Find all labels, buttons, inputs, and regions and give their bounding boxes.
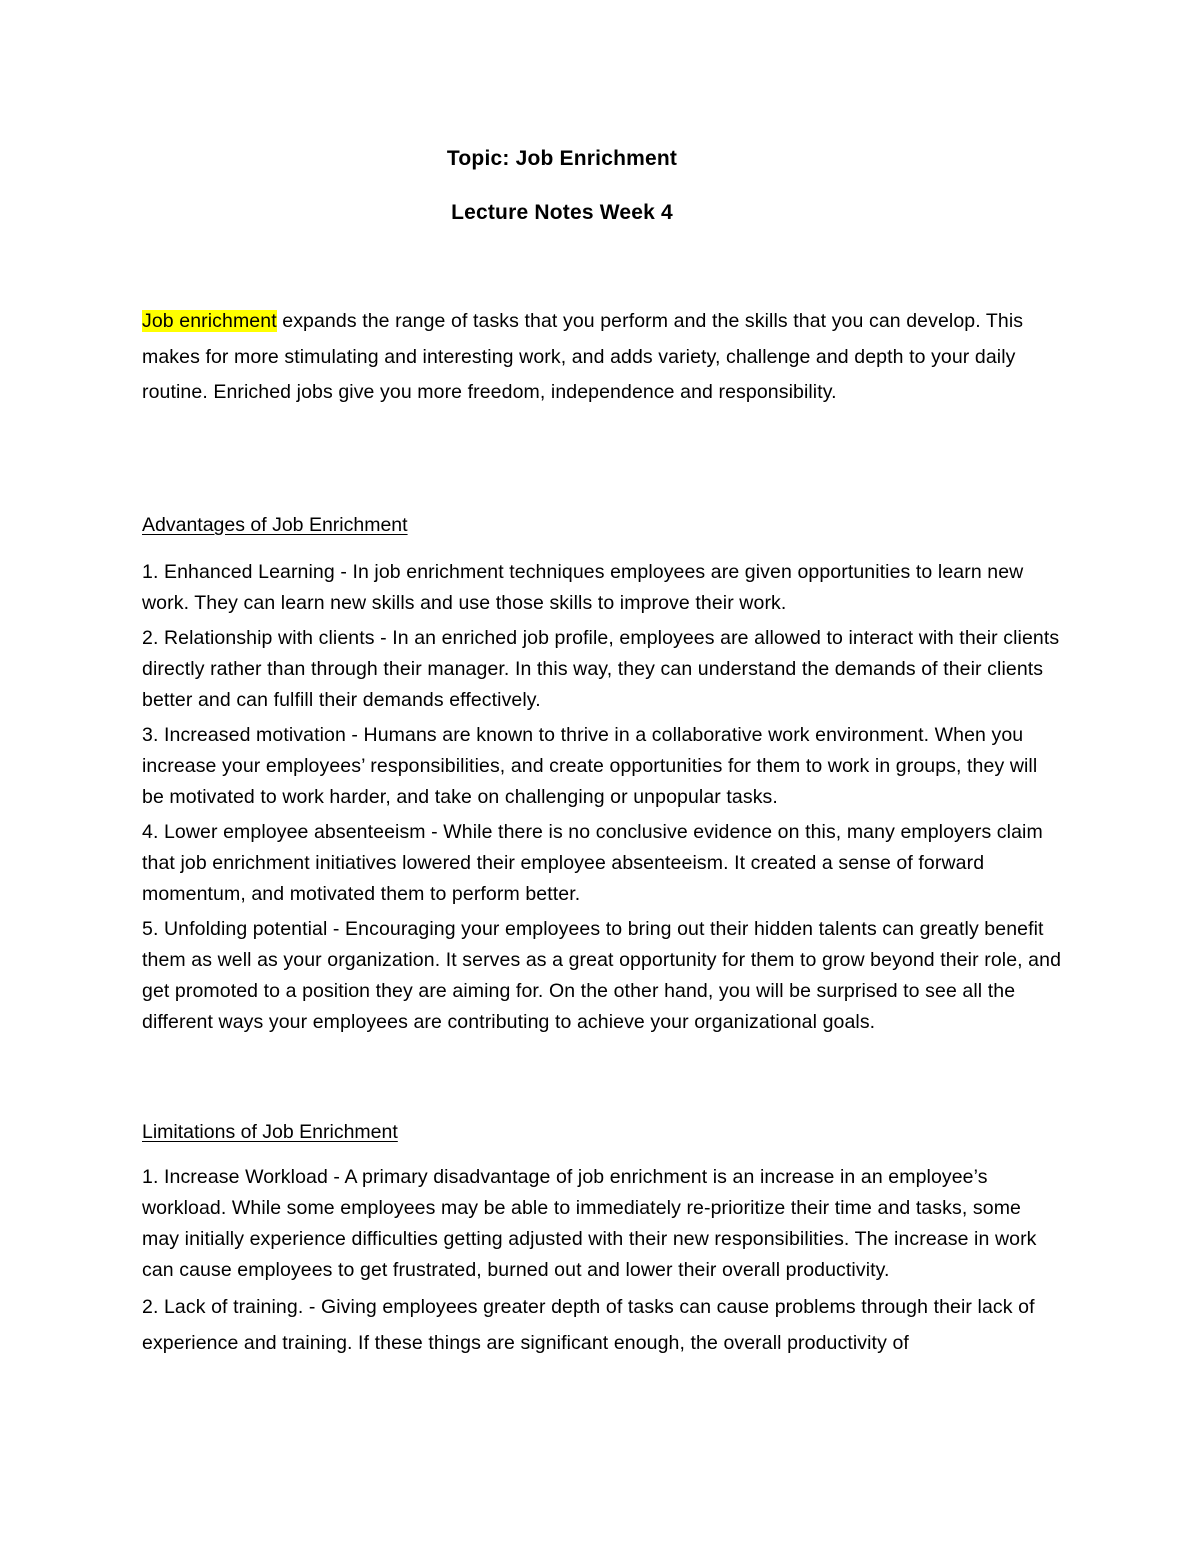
document-subtitle: Lecture Notes Week 4 — [451, 201, 673, 224]
list-item: 2. Relationship with clients - In an enriched job profile, employees are allowed to interact with their clients directly rather than through their manager. In this way, they can understand the demands of their clients better and can fulfill their demands effectively. — [142, 627, 1060, 711]
list-item: 5. Unfolding potential - Encouraging your employees to bring out their hidden talents can greatly benefit them as well as your organization. It serves as a great opportunity for them to grow beyond their role, and get promoted to a position they are aiming for. On the other hand, you will be surprised to see all the different ways your employees are contributing to achieve your organizational goals. — [142, 918, 1062, 1033]
list-item: 3. Increased motivation - Humans are known to thrive in a collaborative work environment. When you increase your employees’ responsibilities, and create opportunities for them to work in groups, they will be motivated to work harder, and take on challenging or unpopular tasks. — [142, 724, 1038, 808]
limitations-heading: Limitations of Job Enrichment — [142, 1121, 398, 1143]
advantages-list — [142, 557, 1062, 1042]
highlighted-term: Job enrichment — [142, 310, 277, 332]
intro-text: expands the range of tasks that you perform and the skills that you can develop. This makes for more stimulating and interesting work, and adds variety, challenge and depth to your daily routine. Enriched jobs give you more freedom, independence and responsibility. — [142, 310, 1024, 403]
list-item: 1. Enhanced Learning - In job enrichment techniques employees are given opportunities to learn new work. They can learn new skills and use those skills to improve their work. — [142, 561, 1024, 614]
list-item: 1. Increase Workload - A primary disadvantage of job enrichment is an increase in an employee’s workload. While some employees may be able to immediately re-prioritize their time and tasks, some may initially experience difficulties getting adjusted with their new responsibilities. The increase in work can cause employees to get frustrated, burned out and lower their overall productivity. — [142, 1166, 1037, 1281]
limitations-list — [142, 1162, 1062, 1365]
list-item: 4. Lower employee absenteeism - While there is no conclusive evidence on this, many employers claim that job enrichment initiatives lowered their employee absenteeism. It created a sense of forward momentum, and motivated them to perform better. — [142, 821, 1043, 905]
document-title: Topic: Job Enrichment — [446, 147, 678, 170]
list-item: 2. Lack of training. - Giving employees greater depth of tasks can cause problems through their lack of experience and training. If these things are significant enough, the overall productivity of — [142, 1296, 1035, 1354]
intro-paragraph — [142, 304, 1062, 411]
advantages-heading: Advantages of Job Enrichment — [142, 514, 408, 536]
